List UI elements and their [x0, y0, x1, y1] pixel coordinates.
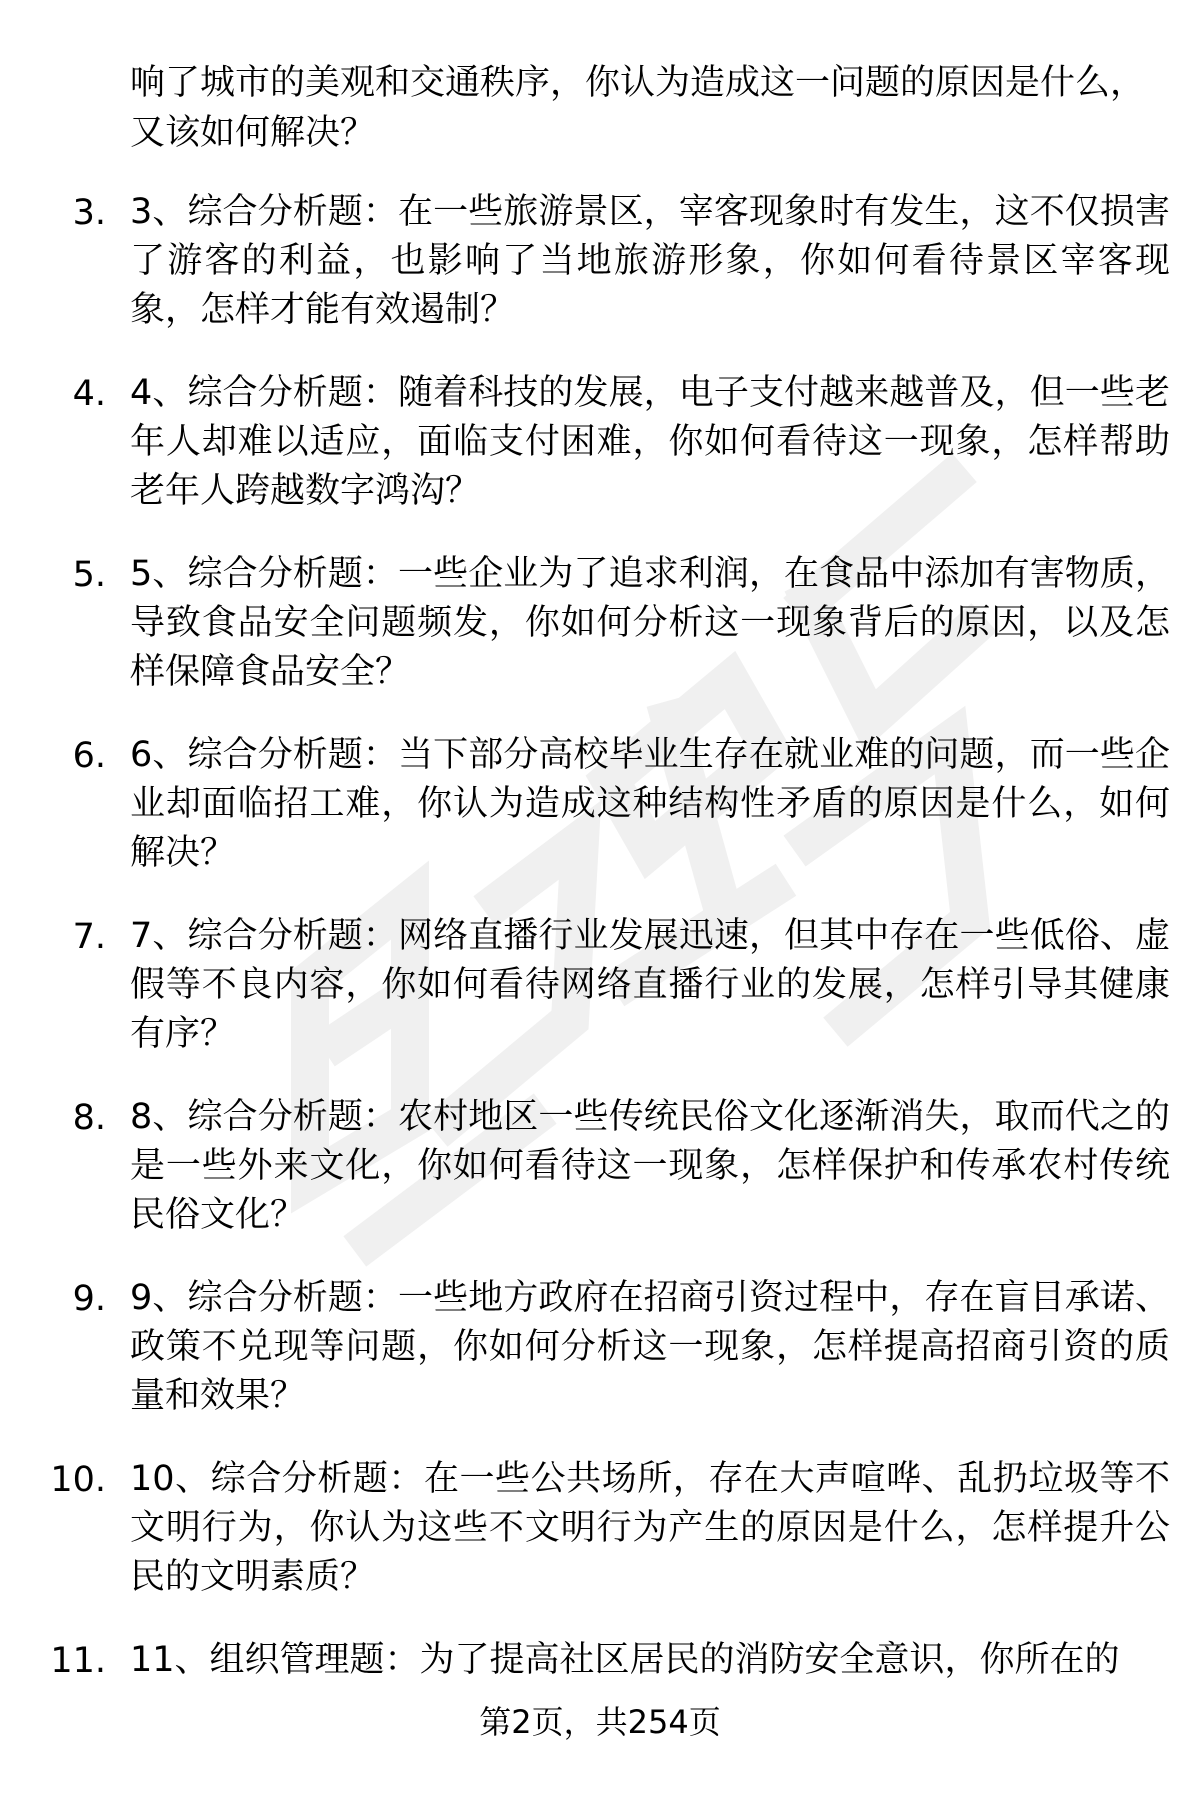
- item-number: 8.: [72, 1098, 106, 1138]
- list-item: [0, 912, 1200, 1058]
- item-number: 7.: [72, 917, 106, 957]
- item-number: 4.: [72, 374, 106, 414]
- list-item: [0, 1455, 1200, 1601]
- list-item: [0, 188, 1200, 334]
- list-item: [0, 1274, 1200, 1420]
- list-item: [0, 1093, 1200, 1239]
- item-number: 10.: [50, 1460, 106, 1500]
- item-number: 6.: [72, 736, 106, 776]
- item-text: 5、综合分析题：一些企业为了追求利润，在食品中添加有害物质，导致食品安全问题频发，你如何分析这一现象背后的原因，以及怎样保障食品安全？: [130, 554, 1170, 692]
- intro-paragraph: 响了城市的美观和交通秩序，你认为造成这一问题的原因是什么，又该如何解决？: [130, 63, 1146, 153]
- item-text: 3、综合分析题：在一些旅游景区，宰客现象时有发生，这不仅损害了游客的利益，也影响了当地旅游形象，你如何看待景区宰客现象，怎样才能有效遏制？: [130, 192, 1170, 330]
- item-number: 3.: [72, 193, 106, 233]
- item-text: 6、综合分析题：当下部分高校毕业生存在就业难的问题，而一些企业却面临招工难，你认为造成这种结构性矛盾的原因是什么，如何解决？: [130, 735, 1170, 873]
- item-number: 9.: [72, 1279, 106, 1319]
- question-list: [0, 188, 1200, 1817]
- item-number: 11.: [50, 1641, 106, 1681]
- item-text: 7、综合分析题：网络直播行业发展迅速，但其中存在一些低俗、虚假等不良内容，你如何看待网络直播行业的发展，怎样引导其健康有序？: [130, 916, 1170, 1054]
- item-text: 9、综合分析题：一些地方政府在招商引资过程中，存在盲目承诺、政策不兑现等问题，你如何分析这一现象，怎样提高招商引资的质量和效果？: [130, 1278, 1170, 1416]
- list-item: [0, 369, 1200, 515]
- item-text: 4、综合分析题：随着科技的发展，电子支付越来越普及，但一些老年人却难以适应，面临支付困难，你如何看待这一现象，怎样帮助老年人跨越数字鸿沟？: [130, 373, 1170, 511]
- list-item: [0, 550, 1200, 696]
- page-footer: 第2页，共254页: [479, 1703, 721, 1741]
- item-text: 11、组织管理题：为了提高社区居民的消防安全意识，你所在的: [130, 1640, 1120, 1680]
- list-item: [0, 731, 1200, 877]
- item-text: 10、综合分析题：在一些公共场所，存在大声喧哗、乱扔垃圾等不文明行为，你认为这些不文明行为产生的原因是什么，怎样提升公民的文明素质？: [130, 1459, 1170, 1597]
- item-number: 5.: [72, 555, 106, 595]
- item-text: 8、综合分析题：农村地区一些传统民俗文化逐渐消失，取而代之的是一些外来文化，你如何看待这一现象，怎样保护和传承农村传统民俗文化？: [130, 1097, 1170, 1235]
